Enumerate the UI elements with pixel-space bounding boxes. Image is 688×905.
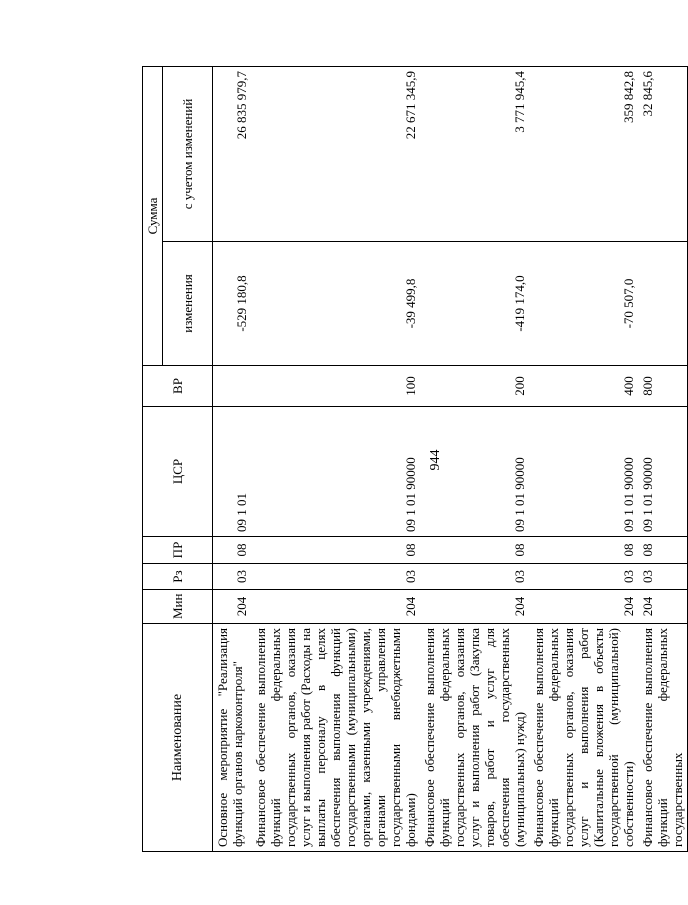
row-name: Финансовое обеспечение выполнения функций федеральных государственных органов, оказания услуг и выполнения работ (Капитальные вложения в объекты государственной (муниципальной) собственности) xyxy=(529,624,638,852)
row-csr: 09 1 01 90000 xyxy=(529,407,638,537)
row-rz: 03 xyxy=(638,564,688,590)
row-total: 22 671 345,9 xyxy=(251,67,420,242)
row-min: 204 xyxy=(420,590,529,624)
row-total: 32 845,6 xyxy=(638,67,688,242)
row-change: -39 499,8 xyxy=(251,242,420,366)
header-min: Мин xyxy=(143,590,213,624)
row-name: Финансовое обеспечение выполнения функций федеральных государственных органов, оказания услуг и выполнения работ (Расходы на выплаты персоналу в целях обеспечения выполнения функций государственными (муниципальными) органами, казенными учреждениями, органами управления государственными внебюджетными фондами) xyxy=(251,624,420,852)
row-change: -419 174,0 xyxy=(420,242,529,366)
row-min: 204 xyxy=(638,590,688,624)
row-total: 3 771 945,4 xyxy=(420,67,529,242)
row-change: -529 180,8 xyxy=(213,242,251,366)
rotated-table-container xyxy=(142,67,685,852)
header-vr: ВР xyxy=(143,366,213,407)
row-min: 204 xyxy=(213,590,251,624)
row-pr: 08 xyxy=(420,537,529,564)
row-vr: 400 xyxy=(529,366,638,407)
row-total: 26 835 979,7 xyxy=(213,67,251,242)
table-row xyxy=(420,67,529,852)
row-min: 204 xyxy=(251,590,420,624)
row-csr: 09 1 01 90000 xyxy=(638,407,688,537)
header-with-changes: с учетом изменений xyxy=(163,67,213,242)
row-pr: 08 xyxy=(529,537,638,564)
page-number: 944 xyxy=(428,449,443,471)
row-rz: 03 xyxy=(420,564,529,590)
row-rz: 03 xyxy=(251,564,420,590)
row-min: 204 xyxy=(529,590,638,624)
row-change: -70 507,0 xyxy=(529,242,638,366)
table-row xyxy=(251,67,420,852)
header-name: Наименование xyxy=(143,624,213,852)
row-vr xyxy=(213,366,251,407)
header-rz: Рз xyxy=(143,564,213,590)
row-vr: 100 xyxy=(251,366,420,407)
row-vr: 200 xyxy=(420,366,529,407)
row-name: Финансовое обеспечение выполнения функций федеральных государственных xyxy=(638,624,688,852)
row-vr: 800 xyxy=(638,366,688,407)
header-sum: Сумма xyxy=(143,67,163,366)
row-pr: 08 xyxy=(638,537,688,564)
row-name: Финансовое обеспечение выполнения функций федеральных государственных органов, оказания услуг и выполнения работ (Закупка товаров, работ и услуг для обеспечения государственных (муниципальных) нужд) xyxy=(420,624,529,852)
row-name: Основное мероприятие "Реализация функций органов наркоконтроля" xyxy=(213,624,251,852)
row-total: 359 842,8 xyxy=(529,67,638,242)
budget-table xyxy=(142,66,688,852)
table-row xyxy=(529,67,638,852)
row-csr: 09 1 01 90000 xyxy=(420,407,529,537)
header-pr: ПР xyxy=(143,537,213,564)
row-csr: 09 1 01 90000 xyxy=(251,407,420,537)
header-csr: ЦСР xyxy=(143,407,213,537)
row-pr: 08 xyxy=(251,537,420,564)
row-rz: 03 xyxy=(213,564,251,590)
row-change xyxy=(638,242,688,366)
row-pr: 08 xyxy=(213,537,251,564)
table-row xyxy=(213,67,251,852)
row-csr: 09 1 01 xyxy=(213,407,251,537)
header-change: изменения xyxy=(163,242,213,366)
table-row xyxy=(638,67,688,852)
row-rz: 03 xyxy=(529,564,638,590)
